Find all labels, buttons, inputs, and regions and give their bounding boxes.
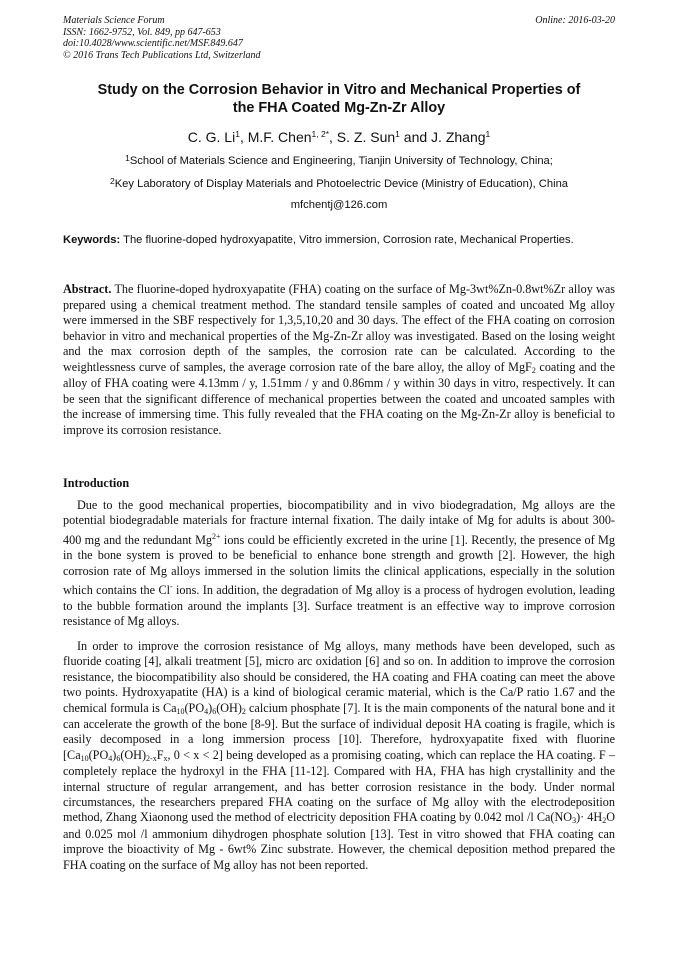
author-name: , M.F. Chen bbox=[239, 129, 312, 145]
affil-mark: 2 bbox=[109, 176, 115, 186]
abstract-text: The fluorine-doped hydroxyapatite (FHA) coating on the surface of Mg-3wt%Zn-0.8wt%Zr alloy was prepared using a chemical treatment method. The standard tensile samples of coated and uncoated Mg alloy were immersed in the SBF respectively for 1,3,5,10,20 and 30 days. The effect of the FHA coating on corrosion behavior in vitro and mechanical properties of the Mg-Zn-Zr alloy was investigated. Based on the losing weight and the max corrosion depth of the samples, the corrosion rate can be calculated. According to the weightlessness curve of samples, the average corrosion rate of the bare alloy, the alloy of MgF bbox=[63, 282, 615, 374]
paragraph-text: O and 0.025 mol /l ammonium dihydrogen phosphate solution [13]. Test in vitro showed that FHA coating can improve the bioactivity of Mg - 6wt% Zinc substrate. However, the chemical deposition method prepared the FHA coating on the surface of Mg alloy has not been reported. bbox=[63, 810, 615, 872]
intro-paragraph-1 bbox=[63, 498, 615, 629]
journal-name: Materials Science Forum bbox=[63, 15, 165, 26]
affiliation-1 bbox=[60, 154, 618, 168]
subscript: x bbox=[163, 753, 168, 763]
keywords-label: Keywords: bbox=[63, 234, 121, 246]
doi-line: doi:10.4028/www.scientific.net/MSF.849.647 bbox=[63, 38, 243, 50]
subscript: 4 bbox=[108, 753, 113, 763]
title-line-2: the FHA Coated Mg-Zn-Zr Alloy bbox=[232, 100, 446, 116]
copyright-line: © 2016 Trans Tech Publications Ltd, Switzerland bbox=[63, 49, 261, 61]
paragraph-text: F bbox=[156, 747, 164, 762]
online-date: Online: 2016-03-20 bbox=[535, 15, 615, 26]
title-line-1: Study on the Corrosion Behavior in Vitro and Mechanical Properties of bbox=[97, 82, 581, 98]
paper-title bbox=[60, 81, 618, 117]
subscript: 2-x bbox=[146, 753, 157, 763]
section-heading-introduction: Introduction bbox=[63, 476, 130, 490]
affil-text: School of Materials Science and Engineering, Tianjin University of Technology, China; bbox=[129, 155, 553, 167]
paragraph-text: (PO bbox=[184, 700, 205, 715]
intro-paragraph-2 bbox=[63, 639, 615, 873]
author-name: C. G. Li bbox=[187, 129, 236, 145]
subscript: 2 bbox=[602, 816, 607, 826]
subscript: 10 bbox=[80, 753, 89, 763]
journal-header bbox=[63, 15, 261, 61]
affil-text: Key Laboratory of Display Materials and Photoelectric Device (Ministry of Education), China bbox=[114, 178, 569, 190]
issn-line: ISSN: 1662-9752, Vol. 849, pp 647-653 bbox=[63, 26, 221, 38]
author-name: , S. Z. Sun bbox=[329, 129, 396, 145]
affil-mark: 1 bbox=[125, 153, 130, 163]
paragraph-text: Due to the good mechanical properties, biocompatibility and in vivo biodegradation, Mg alloys are the potential biodegradable materials for fracture internal fixation. The daily intake of Mg for adults is about 300-400 mg and the redundant Mg bbox=[63, 498, 615, 547]
paragraph-text: ions. In addition, the degradation of Mg alloy is a process of hydrogen evolution, leading to the bubble formation around the implants [3]. Surface treatment is an effective way to improve corrosion resistance of Mg alloys. bbox=[63, 583, 615, 628]
paragraph-text: (PO bbox=[88, 747, 109, 762]
paragraph-text: , 0 < x < 2] being developed as a promising coating, which can replace the HA coating. F –completely replace the hydroxyl in the FHA [11-12]. Compared with HA, FHA has high crystallinity and the internal structure of regular arrangement, and has better corrosion resistance in the body. Under normal circumstances, the researchers prepared FHA coating on the surface of Mg alloy with the electrodeposition method, Zhang Xiaonong used the method of electricity deposition FHA coating by 0.042 mol /l Ca(NO bbox=[63, 747, 615, 825]
subscript: 4 bbox=[204, 706, 209, 716]
keywords-text: The fluorine-doped hydroxyapatite, Vitro immersion, Corrosion rate, Mechanical Properties. bbox=[120, 234, 574, 246]
paragraph-text: (OH) bbox=[216, 700, 242, 715]
subscript: 3 bbox=[572, 816, 577, 826]
subscript: 6 bbox=[116, 753, 121, 763]
abstract-text: coating and the alloy of FHA coating were 4.13mm / y, 1.51mm / y and 0.86mm / y within 30 days in vitro, respectively. It can be seen that the significant difference of mechanical properties between the coated and uncoated samples with the increase of immersing time. This fully revealed that the FHA coating on the Mg-Zn-Zr alloy is beneficial to improve its corrosion resistance. bbox=[63, 359, 615, 437]
author-name: and J. Zhang bbox=[399, 129, 486, 145]
subscript: 10 bbox=[176, 706, 185, 716]
affiliation-2 bbox=[60, 177, 618, 191]
paragraph-text: ) bbox=[112, 747, 117, 762]
superscript: - bbox=[169, 582, 173, 592]
superscript: 2+ bbox=[212, 531, 221, 541]
paragraph-text: In order to improve the corrosion resistance of Mg alloys, many methods have been developed, such as fluoride coating [4], alkali treatment [5], micro arc oxidation [6] and so on. In addition to improve the corrosion resistance, the biocompatibility also should be considered, the HA coating and FHA coating can meet the above two points. Hydroxyapatite (HA) is a kind of biological ceramic material, which is the Ca/P ratio 1.67 and the chemical formula is Ca bbox=[63, 639, 615, 715]
subscript: 2 bbox=[531, 365, 536, 375]
paragraph-text: calcium phosphate [7]. It is the main components of the natural bone and it can accelerate the growth of the bone [8-9]. But the surface of individual deposit HA coating is fragile, which is easily decomposed in a long immersion process [10]. Therefore, hydroxyapatite fixed with fluorine [Ca bbox=[63, 700, 615, 762]
subscript: 6 bbox=[212, 706, 217, 716]
paragraph-text: (OH) bbox=[120, 747, 147, 762]
abstract-label: Abstract. bbox=[63, 282, 112, 296]
paragraph-text: )· 4H bbox=[576, 810, 603, 825]
author-affil-mark: 1 bbox=[395, 129, 400, 139]
paragraph-text: ) bbox=[208, 700, 213, 715]
author-list bbox=[60, 128, 618, 146]
contact-email[interactable]: mfchentj@126.com bbox=[290, 199, 388, 211]
author-affil-mark: 1 bbox=[485, 129, 491, 139]
subscript: 2 bbox=[241, 706, 246, 716]
author-affil-mark: 1 bbox=[235, 129, 240, 139]
author-affil-mark: 1, 2* bbox=[311, 129, 330, 139]
paragraph-text: ions could be efficiently excreted in the urine [1]. Recently, the presence of Mg in the bone system is proved to be beneficial to enhance bone strength and growth [2]. However, the high corrosion rate of Mg alloys immersed in the solution limits the clinical applications, especially in the solution which contains the Cl bbox=[63, 532, 615, 598]
abstract-block bbox=[63, 282, 615, 438]
keywords-block bbox=[63, 233, 615, 248]
